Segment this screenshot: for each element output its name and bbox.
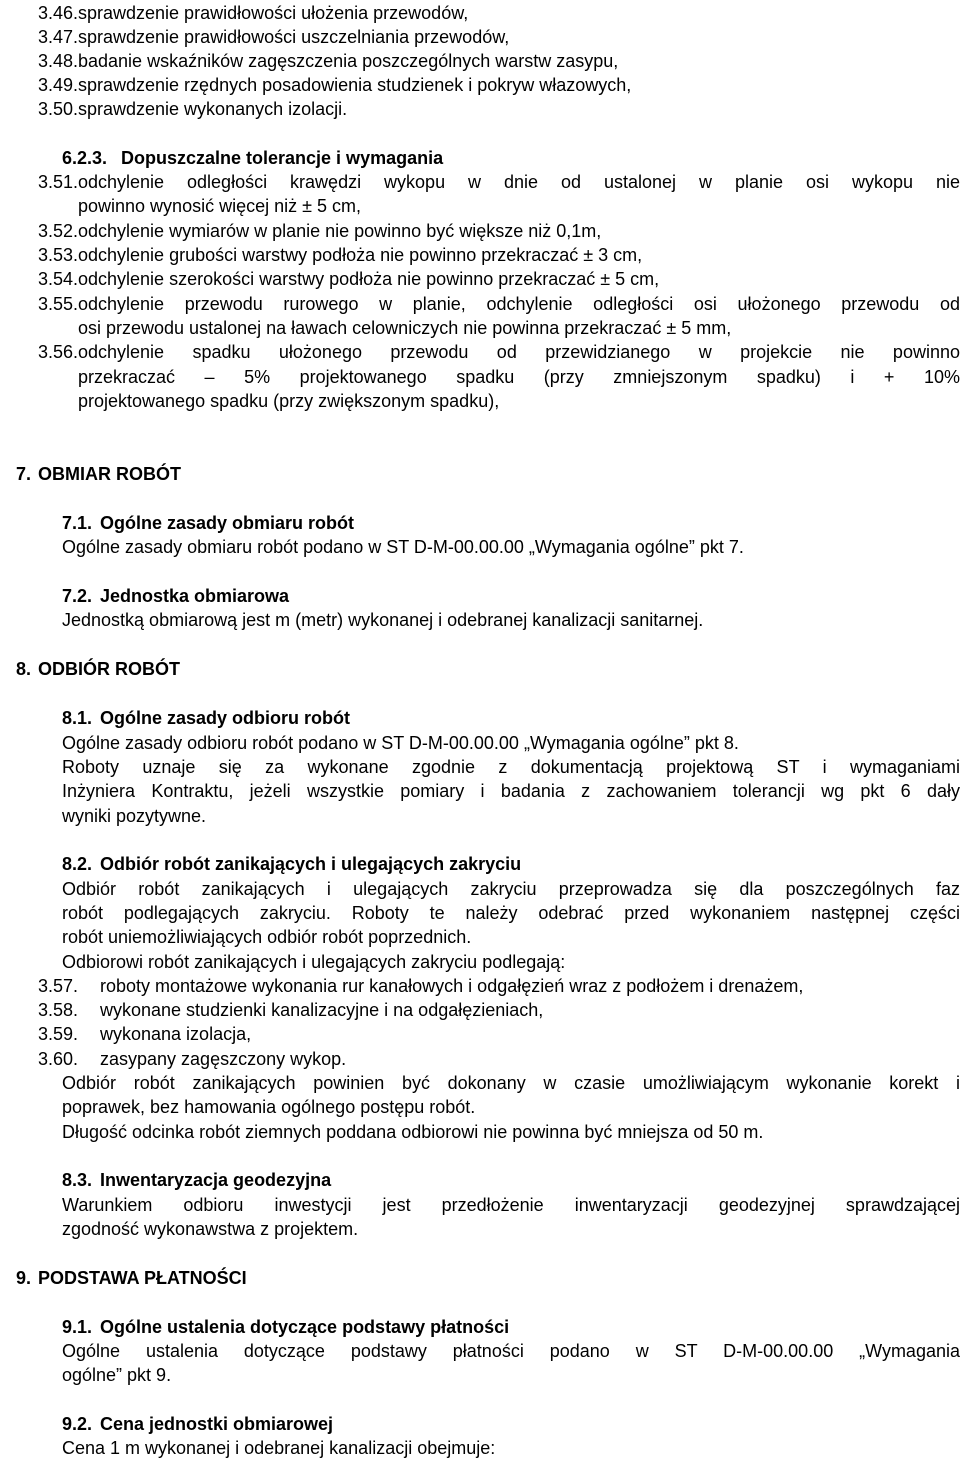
item-number: 3.50. [38, 99, 79, 119]
item-text: zasypany zagęszczony wykop. [100, 1049, 347, 1069]
item-number: 3.56. [38, 342, 79, 362]
item-number: 3.52. [38, 221, 79, 241]
list-item [0, 73, 960, 97]
paragraph [0, 608, 960, 632]
item-number: 3.51. [38, 172, 79, 192]
item-text: osi przewodu ustalonej na ławach celowniczych nie powinna przekraczać ± 5 mm, [78, 318, 732, 338]
paragraph [0, 1193, 960, 1217]
item-text: sprawdzenie prawidłowości uszczelniania przewodów, [78, 27, 510, 47]
item-text: sprawdzenie prawidłowości ułożenia przewodów, [78, 3, 469, 23]
heading-title: Dopuszczalne tolerancje i wymagania [121, 148, 444, 168]
list-item [0, 292, 960, 316]
item-number: 3.57. [38, 976, 79, 996]
paragraph-continuation [0, 1095, 960, 1119]
item-text: odchylenie wymiarów w planie nie powinno być większe niż 0,1m, [78, 221, 602, 241]
subsection-heading-9-2 [0, 1412, 960, 1436]
item-text: projektowanego spadku (przy zwiększonym spadku), [78, 391, 500, 411]
item-text: odchylenie szerokości warstwy podłoża nie powinno przekraczać ± 5 cm, [78, 269, 660, 289]
paragraph [0, 1120, 960, 1144]
paragraph-continuation [0, 925, 960, 949]
subsection-heading-9-1 [0, 1315, 960, 1339]
paragraph-text: Odbiorowi robót zanikających i ulegających zakryciu podlegają: [62, 952, 566, 972]
item-number: 3.46. [38, 3, 79, 23]
heading-title: Ogólne zasady obmiaru robót [100, 513, 355, 533]
item-number: 3.55. [38, 294, 79, 314]
subsection-heading-7-2 [0, 584, 960, 608]
list-item [0, 1, 960, 25]
heading-title: OBMIAR ROBÓT [38, 464, 181, 484]
list-item [0, 1022, 960, 1046]
item-number: 3.47. [38, 27, 79, 47]
paragraph-continuation [0, 901, 960, 925]
item-text: sprawdzenie wykonanych izolacji. [78, 99, 348, 119]
paragraph-text: wyniki pozytywne. [62, 806, 207, 826]
item-number: 3.48. [38, 51, 79, 71]
heading-number: 7. [16, 464, 32, 484]
list-item [0, 243, 960, 267]
paragraph-text: ogólne” pkt 9. [62, 1365, 172, 1385]
section-heading-7 [0, 462, 960, 486]
subsection-heading-8-1 [0, 706, 960, 730]
paragraph-text: Roboty uznaje się za wykonane zgodnie z dokumentacją projektową ST i wymaganiami [62, 757, 960, 777]
heading-number: 8.1. [62, 708, 93, 728]
list-item [0, 49, 960, 73]
section-heading-8 [0, 657, 960, 681]
subsection-heading-8-2 [0, 852, 960, 876]
item-text: odchylenie odległości krawędzi wykopu w dnie od ustalonej w planie osi wykopu nie [78, 172, 960, 192]
paragraph-text: robót podlegających zakryciu. Roboty te należy odebrać przed wykonaniem następnej części [62, 903, 960, 923]
item-text: powinno wynosić więcej niż ± 5 cm, [78, 196, 361, 216]
paragraph [0, 1339, 960, 1363]
paragraph-continuation [0, 804, 960, 828]
item-text: roboty montażowe wykonania rur kanałowych i odgałęzień wraz z podłożem i drenażem, [100, 976, 804, 996]
item-text: wykonane studzienki kanalizacyjne i na odgałęzieniach, [100, 1000, 544, 1020]
heading-title: Odbiór robót zanikających i ulegających zakryciu [100, 854, 522, 874]
heading-number: 6.2.3. [62, 148, 108, 168]
item-text: wykonana izolacja, [100, 1024, 252, 1044]
list-item-continuation [0, 389, 960, 413]
paragraph-continuation [0, 779, 960, 803]
paragraph-text: Odbiór robót zanikających i ulegających zakryciu przeprowadza się dla poszczególnych faz [62, 879, 960, 899]
heading-number: 8.3. [62, 1170, 93, 1190]
item-number: 3.54. [38, 269, 79, 289]
list-item [0, 267, 960, 291]
paragraph-text: Odbiór robót zanikających powinien być dokonany w czasie umożliwiającym wykonanie korekt i [62, 1073, 960, 1093]
item-number: 3.58. [38, 1000, 79, 1020]
heading-number: 8.2. [62, 854, 93, 874]
paragraph [0, 731, 960, 755]
subsection-heading-6-2-3 [0, 146, 960, 170]
paragraph-continuation [0, 1217, 960, 1241]
paragraph [0, 535, 960, 559]
paragraph-text: Ogólne zasady obmiaru robót podano w ST D-M-00.00.00 „Wymagania ogólne” pkt 7. [62, 537, 744, 557]
item-number: 3.49. [38, 75, 79, 95]
heading-title: Inwentaryzacja geodezyjna [100, 1170, 332, 1190]
list-item [0, 25, 960, 49]
list-item [0, 974, 960, 998]
heading-number: 9.1. [62, 1317, 93, 1337]
list-item [0, 170, 960, 194]
item-text: odchylenie grubości warstwy podłoża nie powinno przekraczać ± 3 cm, [78, 245, 643, 265]
list-item [0, 219, 960, 243]
list-item [0, 340, 960, 364]
paragraph-text: robót uniemożliwiających odbiór robót poprzednich. [62, 927, 472, 947]
subsection-heading-8-3 [0, 1168, 960, 1192]
paragraph-text: Ogólne ustalenia dotyczące podstawy płatności podano w ST D-M-00.00.00 „Wymagania [62, 1341, 960, 1361]
paragraph-text: Ogólne zasady odbioru robót podano w ST D-M-00.00.00 „Wymagania ogólne” pkt 8. [62, 733, 739, 753]
heading-number: 7.1. [62, 513, 93, 533]
heading-title: PODSTAWA PŁATNOŚCI [38, 1268, 247, 1288]
paragraph [0, 755, 960, 779]
heading-number: 7.2. [62, 586, 93, 606]
paragraph [0, 950, 960, 974]
heading-number: 9.2. [62, 1414, 93, 1434]
item-text: odchylenie przewodu rurowego w planie, odchylenie odległości osi ułożonego przewodu od [78, 294, 960, 314]
item-number: 3.60. [38, 1049, 79, 1069]
paragraph [0, 1436, 960, 1460]
heading-title: Ogólne ustalenia dotyczące podstawy płatności [100, 1317, 510, 1337]
paragraph-continuation [0, 1363, 960, 1387]
heading-title: ODBIÓR ROBÓT [38, 659, 180, 679]
list-item [0, 97, 960, 121]
heading-title: Ogólne zasady odbioru robót [100, 708, 351, 728]
paragraph [0, 1071, 960, 1095]
paragraph-text: Długość odcinka robót ziemnych poddana odbiorowi nie powinna być mniejsza od 50 m. [62, 1122, 764, 1142]
heading-title: Cena jednostki obmiarowej [100, 1414, 334, 1434]
list-item-continuation [0, 194, 960, 218]
list-item [0, 998, 960, 1022]
paragraph-text: Cena 1 m wykonanej i odebranej kanalizacji obejmuje: [62, 1438, 496, 1458]
item-number: 3.53. [38, 245, 79, 265]
paragraph-text: Jednostką obmiarową jest m (metr) wykonanej i odebranej kanalizacji sanitarnej. [62, 610, 704, 630]
section-heading-9 [0, 1266, 960, 1290]
paragraph-text: Inżyniera Kontraktu, jeżeli wszystkie pomiary i badania z zachowaniem tolerancji wg pkt 6 dały [62, 781, 960, 801]
item-text: sprawdzenie rzędnych posadowienia studzienek i pokryw włazowych, [78, 75, 632, 95]
item-text: odchylenie spadku ułożonego przewodu od przewidzianego w projekcie nie powinno [78, 342, 960, 362]
paragraph-text: zgodność wykonawstwa z projektem. [62, 1219, 359, 1239]
heading-number: 9. [16, 1268, 32, 1288]
item-text: badanie wskaźników zagęszczenia poszczególnych warstw zasypu, [78, 51, 619, 71]
item-number: 3.59. [38, 1024, 79, 1044]
heading-number: 8. [16, 659, 32, 679]
heading-title: Jednostka obmiarowa [100, 586, 290, 606]
paragraph [0, 877, 960, 901]
paragraph-text: Warunkiem odbioru inwestycji jest przedłożenie inwentaryzacji geodezyjnej sprawdzającej [62, 1195, 960, 1215]
list-item [0, 1047, 960, 1071]
subsection-heading-7-1 [0, 511, 960, 535]
item-text: przekraczać – 5% projektowanego spadku (przy zmniejszonym spadku) i + 10% [78, 367, 960, 387]
list-item-continuation [0, 316, 960, 340]
list-item-continuation [0, 365, 960, 389]
paragraph-text: poprawek, bez hamowania ogólnego postępu robót. [62, 1097, 476, 1117]
